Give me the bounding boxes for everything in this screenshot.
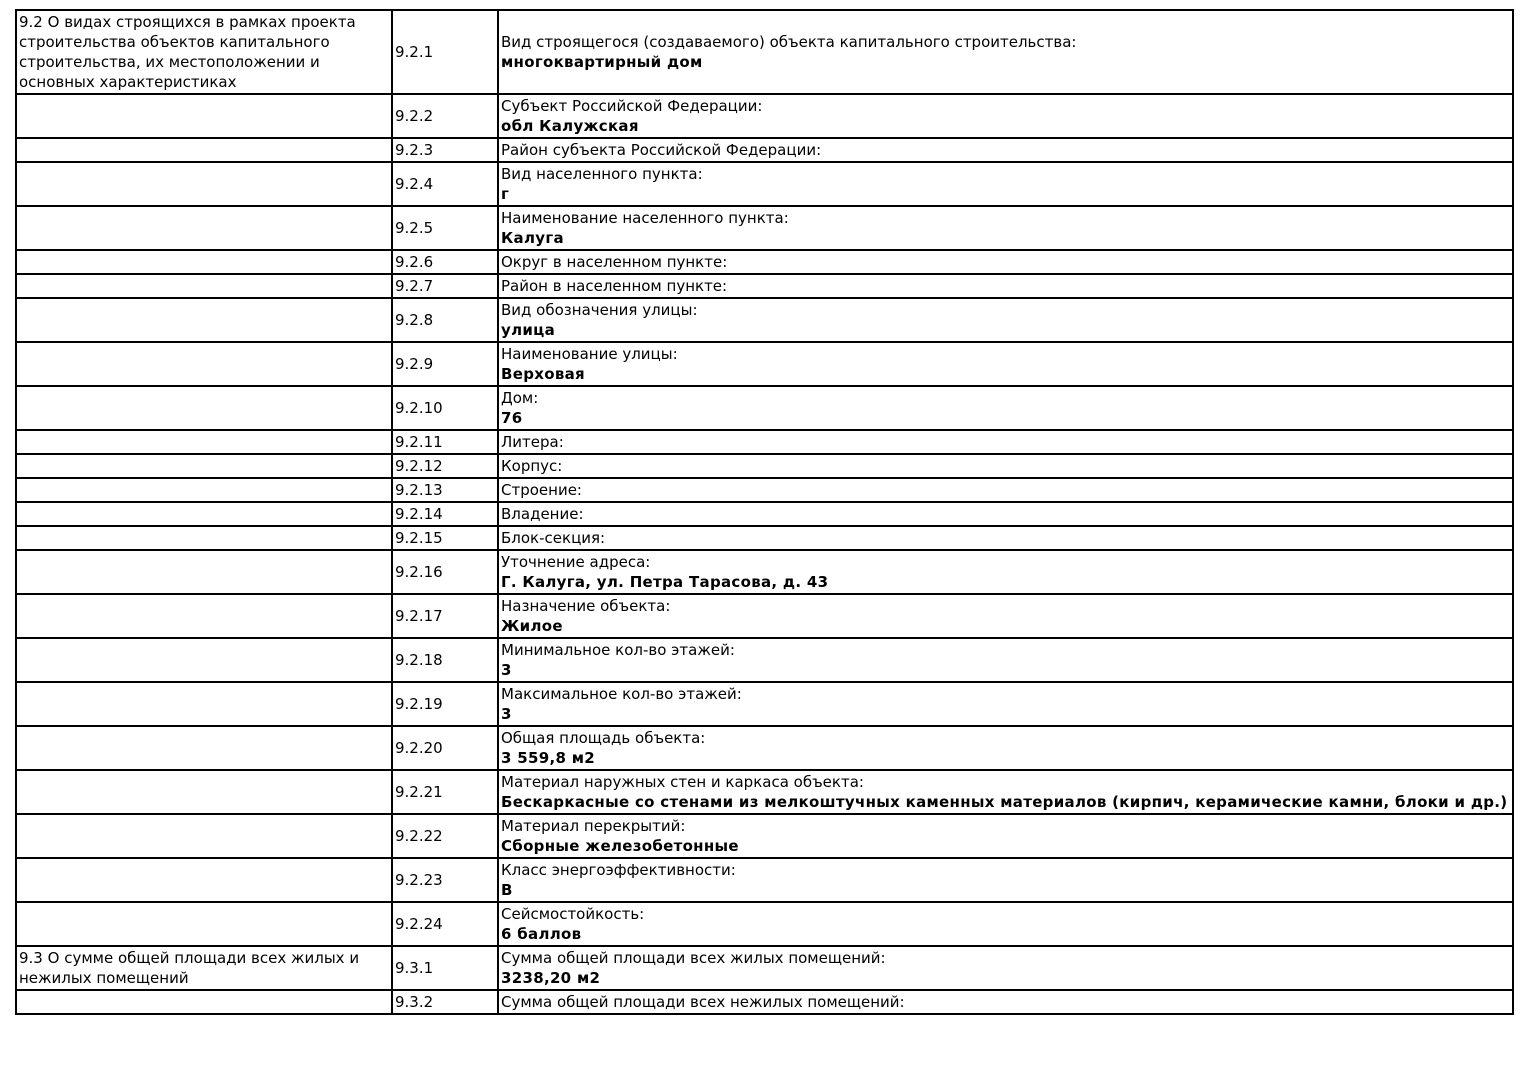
field-label: Владение: xyxy=(501,505,584,523)
section-cell xyxy=(16,682,392,726)
field-label: Корпус: xyxy=(501,457,563,475)
section-cell xyxy=(16,902,392,946)
field-value: 6 баллов xyxy=(501,925,582,943)
table-row xyxy=(16,770,1513,814)
field-value: 3 559,8 м2 xyxy=(501,749,596,767)
field-value: Жилое xyxy=(501,617,563,635)
code-cell: 9.2.15 xyxy=(392,526,498,550)
section-cell xyxy=(16,858,392,902)
field-label: Вид обозначения улицы: xyxy=(501,301,698,319)
code-cell: 9.2.6 xyxy=(392,250,498,274)
code-cell: 9.2.10 xyxy=(392,386,498,430)
code-cell: 9.2.9 xyxy=(392,342,498,386)
section-cell xyxy=(16,274,392,298)
field-cell xyxy=(498,206,1513,250)
field-cell xyxy=(498,10,1513,94)
code-cell: 9.2.2 xyxy=(392,94,498,138)
field-value: 3 xyxy=(501,661,512,679)
field-label: Дом: xyxy=(501,389,539,407)
field-value: Калуга xyxy=(501,229,564,247)
field-cell xyxy=(498,682,1513,726)
section-cell xyxy=(16,990,392,1014)
code-cell: 9.3.2 xyxy=(392,990,498,1014)
table-row xyxy=(16,726,1513,770)
field-cell xyxy=(498,430,1513,454)
field-value: 3238,20 м2 xyxy=(501,969,601,987)
table-row xyxy=(16,250,1513,274)
table-row xyxy=(16,10,1513,94)
table-row xyxy=(16,478,1513,502)
section-cell xyxy=(16,478,392,502)
table-body xyxy=(16,10,1513,1014)
table-row xyxy=(16,430,1513,454)
section-cell xyxy=(16,430,392,454)
field-label: Вид строящегося (создаваемого) объекта капитального строительства: xyxy=(501,33,1077,51)
section-cell: 9.3 О сумме общей площади всех жилых и нежилых помещений xyxy=(16,946,392,990)
field-cell xyxy=(498,478,1513,502)
table-row xyxy=(16,814,1513,858)
field-label: Сейсмостойкость: xyxy=(501,905,645,923)
field-cell xyxy=(498,990,1513,1014)
field-cell xyxy=(498,274,1513,298)
section-cell xyxy=(16,594,392,638)
field-label: Класс энергоэффективности: xyxy=(501,861,736,879)
table-row xyxy=(16,594,1513,638)
section-cell xyxy=(16,386,392,430)
code-cell: 9.2.4 xyxy=(392,162,498,206)
field-cell xyxy=(498,386,1513,430)
field-cell xyxy=(498,814,1513,858)
code-cell: 9.2.12 xyxy=(392,454,498,478)
field-label: Литера: xyxy=(501,433,564,451)
code-cell: 9.2.23 xyxy=(392,858,498,902)
field-cell xyxy=(498,550,1513,594)
section-cell xyxy=(16,726,392,770)
project-info-table xyxy=(15,9,1514,1015)
field-label: Материал перекрытий: xyxy=(501,817,686,835)
field-label: Субъект Российской Федерации: xyxy=(501,97,763,115)
code-cell: 9.2.17 xyxy=(392,594,498,638)
table-row xyxy=(16,990,1513,1014)
table-row xyxy=(16,902,1513,946)
field-value: улица xyxy=(501,321,556,339)
section-cell xyxy=(16,298,392,342)
field-cell xyxy=(498,502,1513,526)
field-label: Район в населенном пункте: xyxy=(501,277,728,295)
code-cell: 9.2.19 xyxy=(392,682,498,726)
code-cell: 9.2.14 xyxy=(392,502,498,526)
section-cell xyxy=(16,94,392,138)
field-value: 3 xyxy=(501,705,512,723)
field-value: 76 xyxy=(501,409,523,427)
code-cell: 9.2.20 xyxy=(392,726,498,770)
field-cell xyxy=(498,946,1513,990)
field-value: г xyxy=(501,185,510,203)
section-cell xyxy=(16,250,392,274)
code-cell: 9.2.16 xyxy=(392,550,498,594)
section-cell: 9.2 О видах строящихся в рамках проекта строительства объектов капитального строительства, их местоположении и основных характеристиках xyxy=(16,10,392,94)
field-cell xyxy=(498,726,1513,770)
code-cell: 9.2.7 xyxy=(392,274,498,298)
field-cell xyxy=(498,638,1513,682)
field-cell xyxy=(498,526,1513,550)
field-label: Общая площадь объекта: xyxy=(501,729,706,747)
field-label: Уточнение адреса: xyxy=(501,553,651,571)
field-value: Бескаркасные со стенами из мелкоштучных каменных материалов (кирпич, керамические камни, блоки и др.) xyxy=(501,793,1508,811)
table-row xyxy=(16,342,1513,386)
section-cell xyxy=(16,638,392,682)
field-value: В xyxy=(501,881,513,899)
code-cell: 9.2.22 xyxy=(392,814,498,858)
field-label: Наименование населенного пункта: xyxy=(501,209,789,227)
field-cell xyxy=(498,454,1513,478)
section-cell xyxy=(16,502,392,526)
field-label: Сумма общей площади всех нежилых помещений: xyxy=(501,993,905,1011)
section-cell xyxy=(16,454,392,478)
table-row xyxy=(16,502,1513,526)
table-row xyxy=(16,858,1513,902)
code-cell: 9.2.11 xyxy=(392,430,498,454)
field-cell xyxy=(498,770,1513,814)
field-cell xyxy=(498,858,1513,902)
field-label: Вид населенного пункта: xyxy=(501,165,703,183)
section-cell xyxy=(16,814,392,858)
table-row xyxy=(16,298,1513,342)
field-cell xyxy=(498,162,1513,206)
field-cell xyxy=(498,342,1513,386)
table-row xyxy=(16,274,1513,298)
section-cell xyxy=(16,770,392,814)
field-label: Максимальное кол-во этажей: xyxy=(501,685,742,703)
field-label: Назначение объекта: xyxy=(501,597,671,615)
table-row xyxy=(16,946,1513,990)
field-cell xyxy=(498,298,1513,342)
code-cell: 9.2.3 xyxy=(392,138,498,162)
section-cell xyxy=(16,526,392,550)
table-row xyxy=(16,206,1513,250)
field-label: Район субъекта Российской Федерации: xyxy=(501,141,822,159)
field-value: Верховая xyxy=(501,365,585,383)
field-label: Минимальное кол-во этажей: xyxy=(501,641,735,659)
code-cell: 9.2.21 xyxy=(392,770,498,814)
code-cell: 9.2.24 xyxy=(392,902,498,946)
table-row xyxy=(16,682,1513,726)
code-cell: 9.2.1 xyxy=(392,10,498,94)
field-value: Г. Калуга, ул. Петра Тарасова, д. 43 xyxy=(501,573,829,591)
field-cell xyxy=(498,594,1513,638)
table-row xyxy=(16,454,1513,478)
table-row xyxy=(16,94,1513,138)
field-cell xyxy=(498,902,1513,946)
field-label: Сумма общей площади всех жилых помещений: xyxy=(501,949,886,967)
field-label: Материал наружных стен и каркаса объекта: xyxy=(501,773,864,791)
table-row xyxy=(16,386,1513,430)
code-cell: 9.2.18 xyxy=(392,638,498,682)
section-cell xyxy=(16,162,392,206)
field-value: обл Калужская xyxy=(501,117,639,135)
code-cell: 9.2.13 xyxy=(392,478,498,502)
section-cell xyxy=(16,138,392,162)
field-label: Строение: xyxy=(501,481,582,499)
field-cell xyxy=(498,250,1513,274)
table-row xyxy=(16,638,1513,682)
field-value: Сборные железобетонные xyxy=(501,837,739,855)
table-row xyxy=(16,526,1513,550)
field-cell xyxy=(498,138,1513,162)
section-cell xyxy=(16,342,392,386)
code-cell: 9.2.8 xyxy=(392,298,498,342)
section-cell xyxy=(16,206,392,250)
code-cell: 9.3.1 xyxy=(392,946,498,990)
section-cell xyxy=(16,550,392,594)
table-row xyxy=(16,162,1513,206)
field-label: Блок-секция: xyxy=(501,529,606,547)
table-row xyxy=(16,550,1513,594)
field-cell xyxy=(498,94,1513,138)
field-label: Наименование улицы: xyxy=(501,345,678,363)
field-label: Округ в населенном пункте: xyxy=(501,253,728,271)
table-row xyxy=(16,138,1513,162)
code-cell: 9.2.5 xyxy=(392,206,498,250)
field-value: многоквартирный дом xyxy=(501,53,703,71)
